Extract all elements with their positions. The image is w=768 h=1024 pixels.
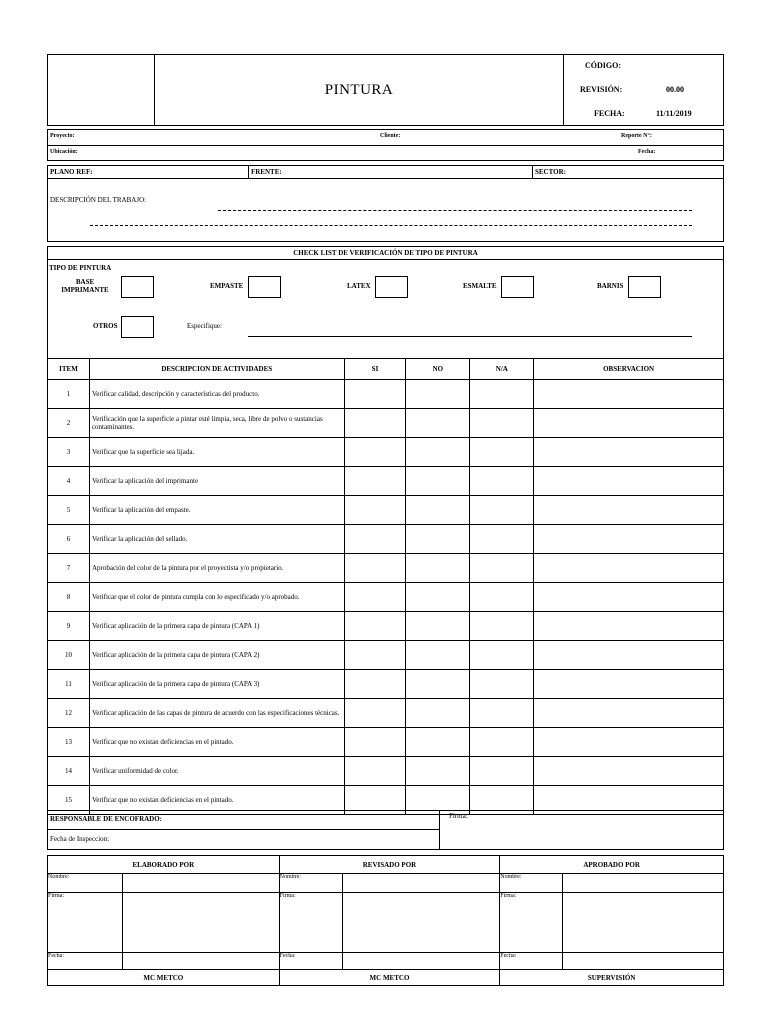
sig-firma-label: Firma: [500,893,563,953]
row-no-cell[interactable] [406,583,470,612]
responsable-label: RESPONSABLE DE ENCOFRADO: [50,815,163,823]
row-item-number: 15 [48,786,90,815]
row-item-number: 5 [48,496,90,525]
fecha-label: FECHA: [594,109,625,118]
row-description: Verificar que no existan deficiencias en el pintado. [89,728,344,757]
row-description: Verificar la aplicación del empaste. [89,496,344,525]
sig-fecha-field[interactable] [122,953,279,970]
row-observacion-cell[interactable] [534,641,724,670]
row-si-cell[interactable] [344,496,406,525]
row-si-cell[interactable] [344,670,406,699]
row-si-cell[interactable] [344,409,406,438]
row-na-cell[interactable] [470,728,534,757]
row-observacion-cell[interactable] [534,380,724,409]
row-no-cell[interactable] [406,409,470,438]
row-item-number: 2 [48,409,90,438]
row-si-cell[interactable] [344,757,406,786]
row-observacion-cell[interactable] [534,496,724,525]
row-na-cell[interactable] [470,380,534,409]
row-item-number: 1 [48,380,90,409]
sig-firma-field[interactable] [342,893,500,953]
tipo-pintura-label: TIPO DE PINTURA [49,264,112,272]
latex-checkbox[interactable] [375,276,408,298]
sig-fecha-field[interactable] [563,953,724,970]
descripcion-line-2 [90,225,692,226]
row-no-cell[interactable] [406,496,470,525]
empaste-checkbox[interactable] [248,276,281,298]
row-item-number: 11 [48,670,90,699]
col-header-no: NO [406,359,470,380]
refs-col2 [532,165,533,178]
plano-label: PLANO REF: [50,168,93,176]
sig-footer-aprobado: SUPERVISIÓN [500,970,724,986]
row-si-cell[interactable] [344,612,406,641]
row-no-cell[interactable] [406,467,470,496]
row-na-cell[interactable] [470,583,534,612]
row-item-number: 3 [48,438,90,467]
table-row [48,525,724,554]
barnis-checkbox[interactable] [628,276,661,298]
row-na-cell[interactable] [470,670,534,699]
responsable-firma-label: Firma: [449,812,468,820]
logo-area [47,54,155,126]
sig-fecha-label: Fecha: [279,953,342,970]
row-description: Verificar aplicación de la primera capa de pintura (CAPA 3) [89,670,344,699]
row-no-cell[interactable] [406,699,470,728]
sig-header-revisado: REVISADO POR [279,856,500,874]
table-row [48,612,724,641]
col-header-descripcion: DESCRIPCION DE ACTIVIDADES [89,359,344,380]
row-observacion-cell[interactable] [534,467,724,496]
sig-nombre-field[interactable] [122,874,279,893]
row-item-number: 8 [48,583,90,612]
checklist-title: CHECK LIST DE VERIFICACIÓN DE TIPO DE PINTURA [293,249,478,257]
frente-label: FRENTE: [251,168,282,176]
sig-nombre-label: Nombre: [279,874,342,893]
row-description: Verificar la aplicación del imprimante [89,467,344,496]
row-na-cell[interactable] [470,438,534,467]
table-row [48,641,724,670]
table-row [48,583,724,612]
especifique-line[interactable] [248,336,692,337]
codigo-label: CÓDIGO: [585,61,621,70]
revision-value: 00.00 [666,85,684,94]
row-no-cell[interactable] [406,728,470,757]
signatures-table [47,855,724,986]
table-row [48,438,724,467]
row-no-cell[interactable] [406,438,470,467]
refs-box [47,165,724,242]
imprimante-label: IMPRIMANTE [61,286,109,294]
row-na-cell[interactable] [470,467,534,496]
refs-col1 [248,165,249,178]
row-item-number: 10 [48,641,90,670]
especifique-label: Especifique: [187,322,222,330]
fecha-value: 11/11/2019 [656,109,692,118]
row-na-cell[interactable] [470,699,534,728]
latex-label: LATEX [347,282,371,290]
sig-firma-label: Firma: [279,893,342,953]
table-row [48,728,724,757]
row-na-cell[interactable] [470,409,534,438]
row-item-number: 12 [48,699,90,728]
sig-header-elaborado: ELABORADO POR [48,856,280,874]
col-header-observacion: OBSERVACION [534,359,724,380]
table-row [48,554,724,583]
responsable-divider-h [47,829,439,830]
sig-nombre-label: Nombre: [48,874,123,893]
revision-label: REVISIÓN: [580,85,623,94]
row-observacion-cell[interactable] [534,670,724,699]
row-na-cell[interactable] [470,496,534,525]
row-observacion-cell[interactable] [534,699,724,728]
checklist-title-divider [47,259,724,260]
table-row [48,380,724,409]
sig-footer-revisado: MC METCO [279,970,500,986]
table-row [48,757,724,786]
row-description: Verificar la aplicación del sellado. [89,525,344,554]
empaste-label: EMPASTE [210,282,244,290]
otros-checkbox[interactable] [121,316,154,338]
responsable-divider-v [439,810,440,850]
row-item-number: 7 [48,554,90,583]
row-description: Verificar aplicación de las capas de pintura de acuerdo con las especificaciones técnicas. [89,699,344,728]
row-na-cell[interactable] [470,612,534,641]
esmalte-checkbox[interactable] [501,276,534,298]
row-no-cell[interactable] [406,757,470,786]
sig-header-aprobado: APROBADO POR [500,856,724,874]
refs-divider [47,178,724,179]
checklist-table [47,358,724,815]
esmalte-label: ESMALTE [463,282,497,290]
row-description: Verificar calidad, descripción y características del producto. [89,380,344,409]
row-description: Verificar que el color de pintura cumpla con lo especificado y/o aprobado. [89,583,344,612]
col-header-si: SI [344,359,406,380]
row-si-cell[interactable] [344,699,406,728]
table-row [48,409,724,438]
table-row [48,670,724,699]
row-si-cell[interactable] [344,728,406,757]
row-item-number: 4 [48,467,90,496]
descripcion-label: DESCRIPCIÓN DEL TRABAJO: [50,196,147,204]
row-si-cell[interactable] [344,380,406,409]
row-description: Verificar que no existan deficiencias en el pintado. [89,786,344,815]
cliente-label: Cliente: [380,133,401,139]
row-observacion-cell[interactable] [534,409,724,438]
row-item-number: 13 [48,728,90,757]
sig-firma-label: Firma: [48,893,123,953]
row-description: Verificar aplicación de la primera capa de pintura (CAPA 1) [89,612,344,641]
barnis-label: BARNIS [597,282,624,290]
row-description: Aprobación del color de la pintura por el proyectista y/o propietario. [89,554,344,583]
base-label: BASE [75,278,95,286]
row-observacion-cell[interactable] [534,728,724,757]
row-observacion-cell[interactable] [534,554,724,583]
sig-firma-field[interactable] [563,893,724,953]
col-header-na: N/A [470,359,534,380]
col-header-item: ITEM [48,359,90,380]
row-observacion-cell[interactable] [534,612,724,641]
row-description: Verificar uniformidad de color. [89,757,344,786]
row-si-cell[interactable] [344,554,406,583]
base-imprimante-checkbox[interactable] [121,276,154,298]
row-observacion-cell[interactable] [534,438,724,467]
sig-fecha-label: Fecha: [500,953,563,970]
reporte-label: Reporte N°: [621,133,652,139]
row-si-cell[interactable] [344,641,406,670]
sig-nombre-field[interactable] [563,874,724,893]
row-observacion-cell[interactable] [534,583,724,612]
row-no-cell[interactable] [406,641,470,670]
sig-firma-field[interactable] [122,893,279,953]
proyecto-label: Proyecto: [50,133,75,139]
row-si-cell[interactable] [344,467,406,496]
fecha-info-label: Fecha: [638,149,656,155]
sig-fecha-label: Fecha: [48,953,123,970]
row-item-number: 9 [48,612,90,641]
row-na-cell[interactable] [470,641,534,670]
sig-fecha-field[interactable] [342,953,500,970]
row-na-cell[interactable] [470,554,534,583]
sig-nombre-label: Nombre: [500,874,563,893]
row-observacion-cell[interactable] [534,757,724,786]
fecha-inspeccion-label: Fecha de Inspeccion: [50,835,110,843]
row-description: Verificación que la superficie a pintar esté limpia, seca, libre de polvo o sustancias contaminantes. [89,409,344,438]
row-no-cell[interactable] [406,380,470,409]
row-no-cell[interactable] [406,612,470,641]
otros-label: OTROS [93,322,118,330]
row-si-cell[interactable] [344,438,406,467]
table-row [48,699,724,728]
table-row [48,467,724,496]
sig-nombre-field[interactable] [342,874,500,893]
row-si-cell[interactable] [344,583,406,612]
row-observacion-cell[interactable] [534,525,724,554]
ubicacion-label: Ubicación: [50,149,78,155]
row-description: Verificar aplicación de la primera capa de pintura (CAPA 2) [89,641,344,670]
row-na-cell[interactable] [470,525,534,554]
row-na-cell[interactable] [470,757,534,786]
sig-footer-elaborado: MC METCO [48,970,280,986]
table-row [48,496,724,525]
row-description: Verificar que la superficie sea lijada. [89,438,344,467]
sector-label: SECTOR: [535,168,566,176]
page-title: PINTURA [324,82,394,98]
project-info-divider [47,145,724,146]
row-item-number: 6 [48,525,90,554]
row-no-cell[interactable] [406,525,470,554]
row-si-cell[interactable] [344,525,406,554]
row-item-number: 14 [48,757,90,786]
descripcion-line-1 [218,210,692,211]
row-no-cell[interactable] [406,554,470,583]
row-no-cell[interactable] [406,670,470,699]
